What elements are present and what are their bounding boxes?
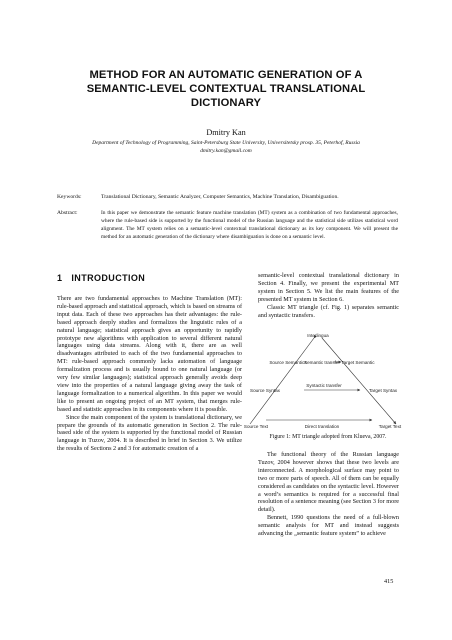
abstract-label: Abstract: <box>57 210 78 216</box>
paragraph: semantic-level contextual translational dictionary in Section 4. Finally, we present the experimental MT system in Section 5. We list the main features of the presented MT system in Section 6. <box>258 272 399 303</box>
section-number: 1 <box>57 273 63 283</box>
label-target-semantic: Target Semantic <box>341 360 375 365</box>
title-line: DICTIONARY <box>190 97 262 109</box>
author-affiliation <box>8 139 444 155</box>
label-source-text: Source Text <box>243 424 269 429</box>
mt-triangle-figure <box>238 332 408 434</box>
section-title: INTRODUCTION <box>71 273 146 283</box>
label-source-syntax: Source Syntax <box>250 388 280 393</box>
keywords-text: Translational Dictionary, Semantic Analyzer, Computer Semantics, Machine Translation, Disambiguation. <box>101 194 339 200</box>
triangle-right-edge <box>322 338 396 424</box>
author-email: dmitry.kan@gmail.com <box>200 148 252 154</box>
abstract-text: In this paper we demonstrate the semantic feature machine translation (MT) system as a combination of two fundamental approaches, where the rule-based side is supported by the functional model of the Russian language and the statistical side utilizes statistical word alignment. The MT system relies on a semantic-level contextual translational dictionary as its key component. We will present the method for an automatic generation of the dictionary where disambiguation is done on a semantic level. <box>101 210 398 240</box>
right-column-top <box>258 272 399 319</box>
left-column <box>57 295 242 453</box>
paragraph: Bennett, 1990 questions the need of a full-blown semantic analysis for MT and instead suggests advancing the „semantic feature system” to achieve <box>258 514 399 538</box>
triangle-left-edge <box>250 338 314 424</box>
figure-caption: Figure 1: MT triangle adopted from Klueva, 2007. <box>269 434 387 440</box>
paragraph: Since the main component of the system is translational dictionary, we prepare the grounds of its automatic generation in Section 2. The rule-based side of the system is supported by the functional model of Russian language in Tuzov, 2004. It is described in brief in Section 3. We utilize the results of Sections 2 and 3 for automatic creation of a <box>57 413 242 453</box>
title-line: METHOD FOR AN AUTOMATIC GENERATION OF A <box>89 69 363 81</box>
paragraph: Classic MT triangle (cf. Fig. 1) separates semantic and syntactic transfers. <box>258 303 399 319</box>
right-column-bottom <box>258 451 399 538</box>
label-direct-translation: Direct translation <box>304 424 340 429</box>
paragraph: There are two fundamental approaches to Machine Translation (MT): rule-based approach and statistical approach, which is based on streams of input data. Each of these two approaches has their advantages: the rule-based approach deeply studies and formalizes the linguistic rules of a natural language; statistical approach gives an opportunity to rapidly prototype new algorithms with application to several different natural languages using data streams. Along with it, there are as well disadvantages attributed to each of the two fundamental approaches to MT: rule-based approach commonly lacks automation of language formalization process and is usually bound to one natural language (or very few similar languages); statistical approach generally avoids deep view into the properties of a natural language giving away the task of language formalization to a numerical algorithm. In this paper we would like to present an ongoing project of an MT system, that merges rule-based and statistic approaches in its components where it is possible. <box>57 295 242 413</box>
title-line: SEMANTIC-LEVEL CONTEXTUAL TRANSLATIONAL <box>86 83 366 95</box>
paper-title <box>40 68 412 110</box>
section-heading <box>57 273 145 283</box>
label-target-text: Target Text <box>378 424 402 429</box>
affiliation-text: Department of Technology of Programming, Saint-Petersburg State University, Universitetsky prosp. 35, Peterhof, Russia <box>92 140 360 146</box>
page-number: 415 <box>384 578 394 585</box>
paragraph: The functional theory of the Russian language Tuzov, 2004 however shows that these two levels are interconnected. A morphological surface may point to two or more parts of speech. All of them can be equally considered as candidates on the syntactic level. However a word’s semantics is required for a successful final resolution of a sentence meaning (see Section 3 for more detail). <box>258 451 399 514</box>
label-source-semantics: Source Semantics <box>269 360 307 365</box>
label-semantic-transfer: Semantic transfer <box>304 360 340 365</box>
author-name: Dmitry Kan <box>206 128 246 137</box>
label-syntactic-transfer: Syntactic transfer <box>306 383 342 388</box>
keywords-label: Keywords: <box>57 194 82 200</box>
label-interlingua: Interlingua <box>307 333 329 338</box>
label-target-syntax: Target Syntax <box>368 388 398 393</box>
